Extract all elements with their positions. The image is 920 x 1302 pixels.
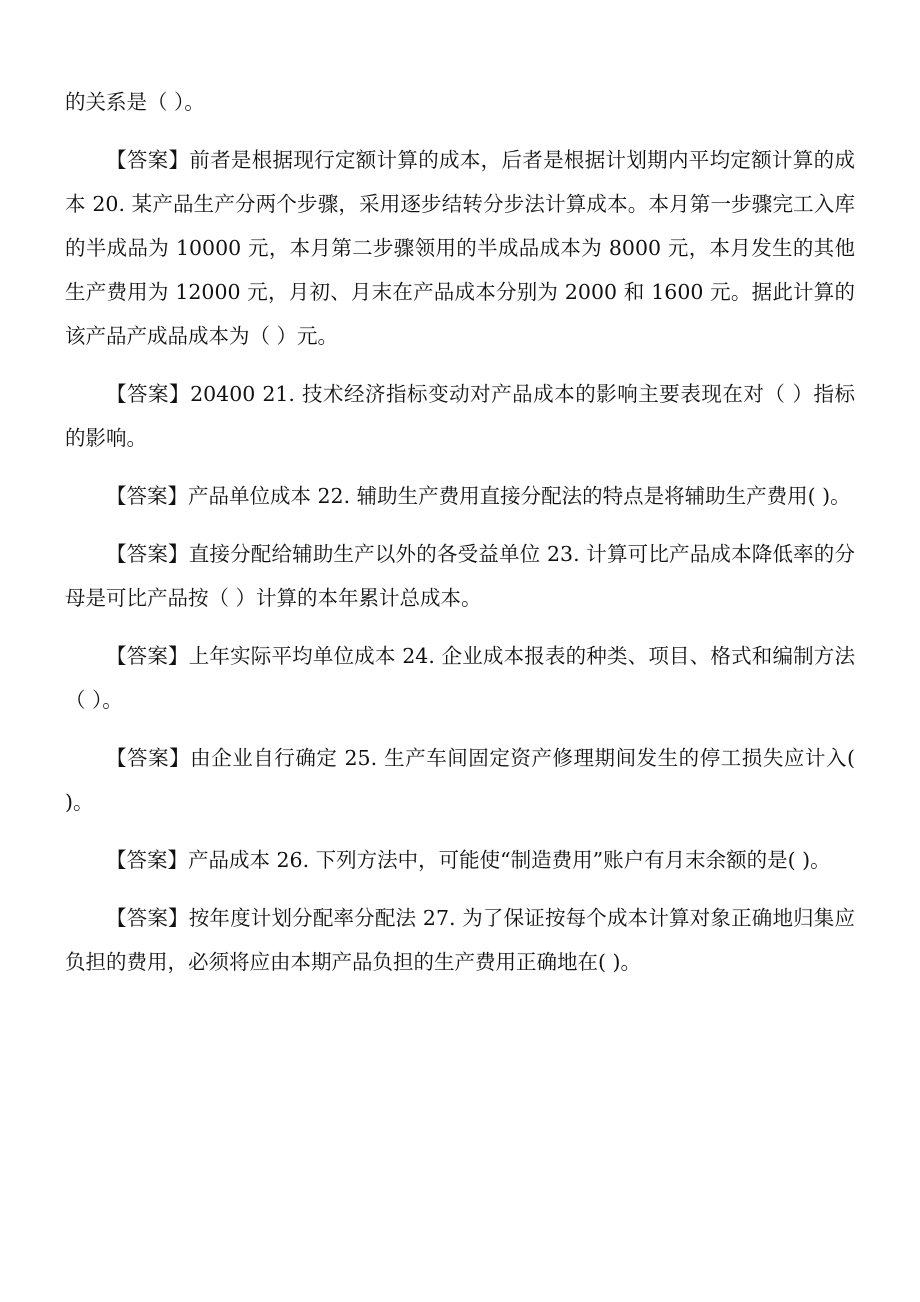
answer-paragraph-24-25: 【答案】由企业自行确定 25. 生产车间固定资产修理期间发生的停工损失应计入( )。: [65, 746, 855, 814]
answer-paragraph-23-24: 【答案】上年实际平均单位成本 24. 企业成本报表的种类、项目、格式和编制方法（ ）。: [65, 644, 855, 712]
answer-paragraph-22-23: 【答案】直接分配给辅助生产以外的各受益单位 23. 计算可比产品成本降低率的分母是可比产品按（ ）计算的本年累计总成本。: [65, 542, 855, 610]
answer-paragraph-20-21: 【答案】20400 21. 技术经济指标变动对产品成本的影响主要表现在对（ ）指标的影响。: [65, 382, 855, 450]
document-body: [65, 80, 855, 998]
answer-paragraph-19-20: 【答案】前者是根据现行定额计算的成本，后者是根据计划期内平均定额计算的成本 20. 某产品生产分两个步骤，采用逐步结转分步法计算成本。本月第一步骤完工入库的半成品为 10000 元，本月第二步骤领用的半成品成本为 8000 元，本月发生的其他生产费用为 12000 元，月初、月末在产品成本分别为 2000 和 1600 元。据此计算的该产品产成品成本为（ ）元。: [65, 148, 855, 348]
answer-paragraph-25-26: 【答案】产品成本 26. 下列方法中，可能使“制造费用”账户有月末余额的是( )。: [106, 848, 831, 872]
paragraph-continuation: 的关系是（ ）。: [65, 90, 205, 114]
answer-paragraph-26-27: 【答案】按年度计划分配率分配法 27. 为了保证按每个成本计算对象正确地归集应负担的费用，必须将应由本期产品负担的生产费用正确地在( )。: [65, 906, 855, 974]
answer-paragraph-21-22: 【答案】产品单位成本 22. 辅助生产费用直接分配法的特点是将辅助生产费用( )。: [106, 484, 851, 508]
